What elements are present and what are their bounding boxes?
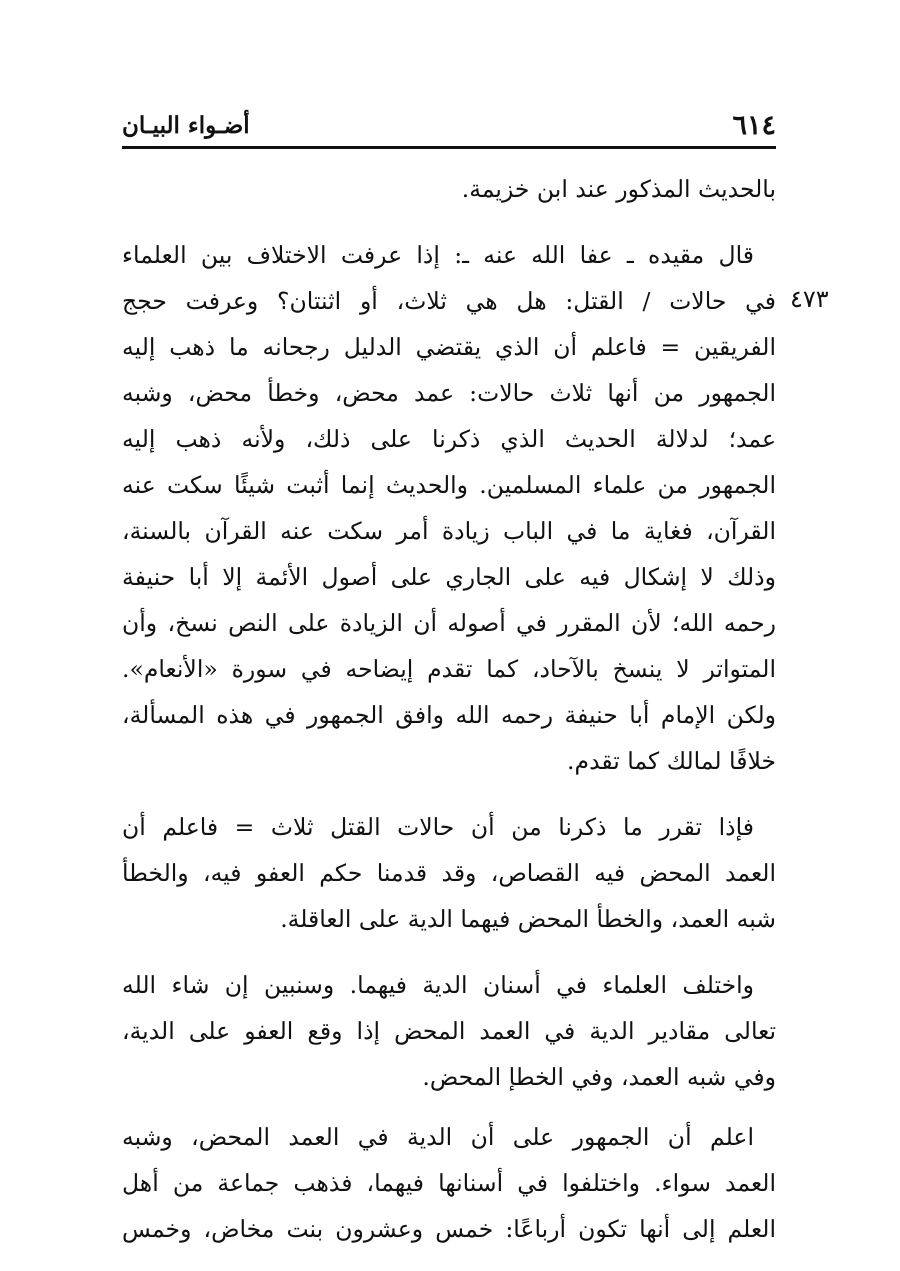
paragraph-3 xyxy=(122,804,776,942)
paragraph-4 xyxy=(122,962,776,1100)
text-line: العمد سواء. واختلفوا في أسنانها فيهما، فذهب جماعة من أهل xyxy=(122,1169,776,1197)
text-line: فإذا تقرر ما ذكرنا من أن حالات القتل ثلاث = فاعلم أن xyxy=(122,813,754,841)
text-line: الجمهور من أنها ثلاث حالات: عمد محض، وخطأ محض، وشبه xyxy=(122,379,776,407)
text-line: واختلف العلماء في أسنان الدية فيهما. وسنبين إن شاء الله xyxy=(122,971,754,999)
text-body xyxy=(122,166,776,1252)
text-line: رحمه الله؛ لأن المقرر في أصوله أن الزيادة على النص نسخ، وأن xyxy=(122,609,776,637)
running-header xyxy=(122,108,776,144)
text-line: المتواتر لا ينسخ بالآحاد، كما تقدم إيضاحه في سورة «الأنعام». xyxy=(122,655,776,683)
margin-page-reference: ٤٧٣ xyxy=(790,285,829,313)
paragraph-gap xyxy=(122,212,776,232)
paragraph-5 xyxy=(122,1114,776,1252)
paragraph-gap xyxy=(122,784,776,804)
text-line: في حالات / القتل: هل هي ثلاث، أو اثنتان؟ وعرفت حجج xyxy=(122,287,776,315)
header-divider xyxy=(122,146,776,149)
text-line: وفي شبه العمد، وفي الخطإ المحض. xyxy=(422,1063,776,1091)
text-line: العلم إلى أنها تكون أرباعًا: خمس وعشرون بنت مخاض، وخمس xyxy=(122,1215,776,1243)
text-line: ولكن الإمام أبا حنيفة رحمه الله وافق الجمهور في هذه المسألة، xyxy=(122,701,776,729)
text-line: خلافًا لمالك كما تقدم. xyxy=(567,747,776,775)
paragraph-1 xyxy=(122,166,776,212)
book-title: أضـواء البيـان xyxy=(122,112,250,139)
text-line: الجمهور من علماء المسلمين. والحديث إنما أثبت شيئًا سكت عنه xyxy=(122,471,776,499)
text-line: اعلم أن الجمهور على أن الدية في العمد المحض، وشبه xyxy=(122,1123,754,1151)
text-line: القرآن، فغاية ما في الباب زيادة أمر سكت عنه القرآن بالسنة، xyxy=(122,517,776,545)
paragraph-gap xyxy=(122,1100,776,1114)
page-number: ٦١٤ xyxy=(732,110,776,141)
text-line: تعالى مقادير الدية في العمد المحض إذا وقع العفو على الدية، xyxy=(122,1017,776,1045)
text-line: الفريقين = فاعلم أن الذي يقتضي الدليل رجحانه ما ذهب إليه xyxy=(122,333,776,361)
paragraph-2 xyxy=(122,232,776,784)
text-line: وذلك لا إشكال فيه على الجاري على أصول الأئمة إلا أبا حنيفة xyxy=(122,563,776,591)
text-line: العمد المحض فيه القصاص، وقد قدمنا حكم العفو فيه، والخطأ xyxy=(122,859,776,887)
paragraph-gap xyxy=(122,942,776,962)
text-line: بالحديث المذكور عند ابن خزيمة. xyxy=(461,175,776,203)
text-line: قال مقيده ـ عفا الله عنه ـ: إذا عرفت الاختلاف بين العلماء xyxy=(122,241,754,269)
text-line: شبه العمد، والخطأ المحض فيهما الدية على العاقلة. xyxy=(280,905,776,933)
text-line: عمد؛ لدلالة الحديث الذي ذكرنا على ذلك، ولأنه ذهب إليه xyxy=(122,425,776,453)
